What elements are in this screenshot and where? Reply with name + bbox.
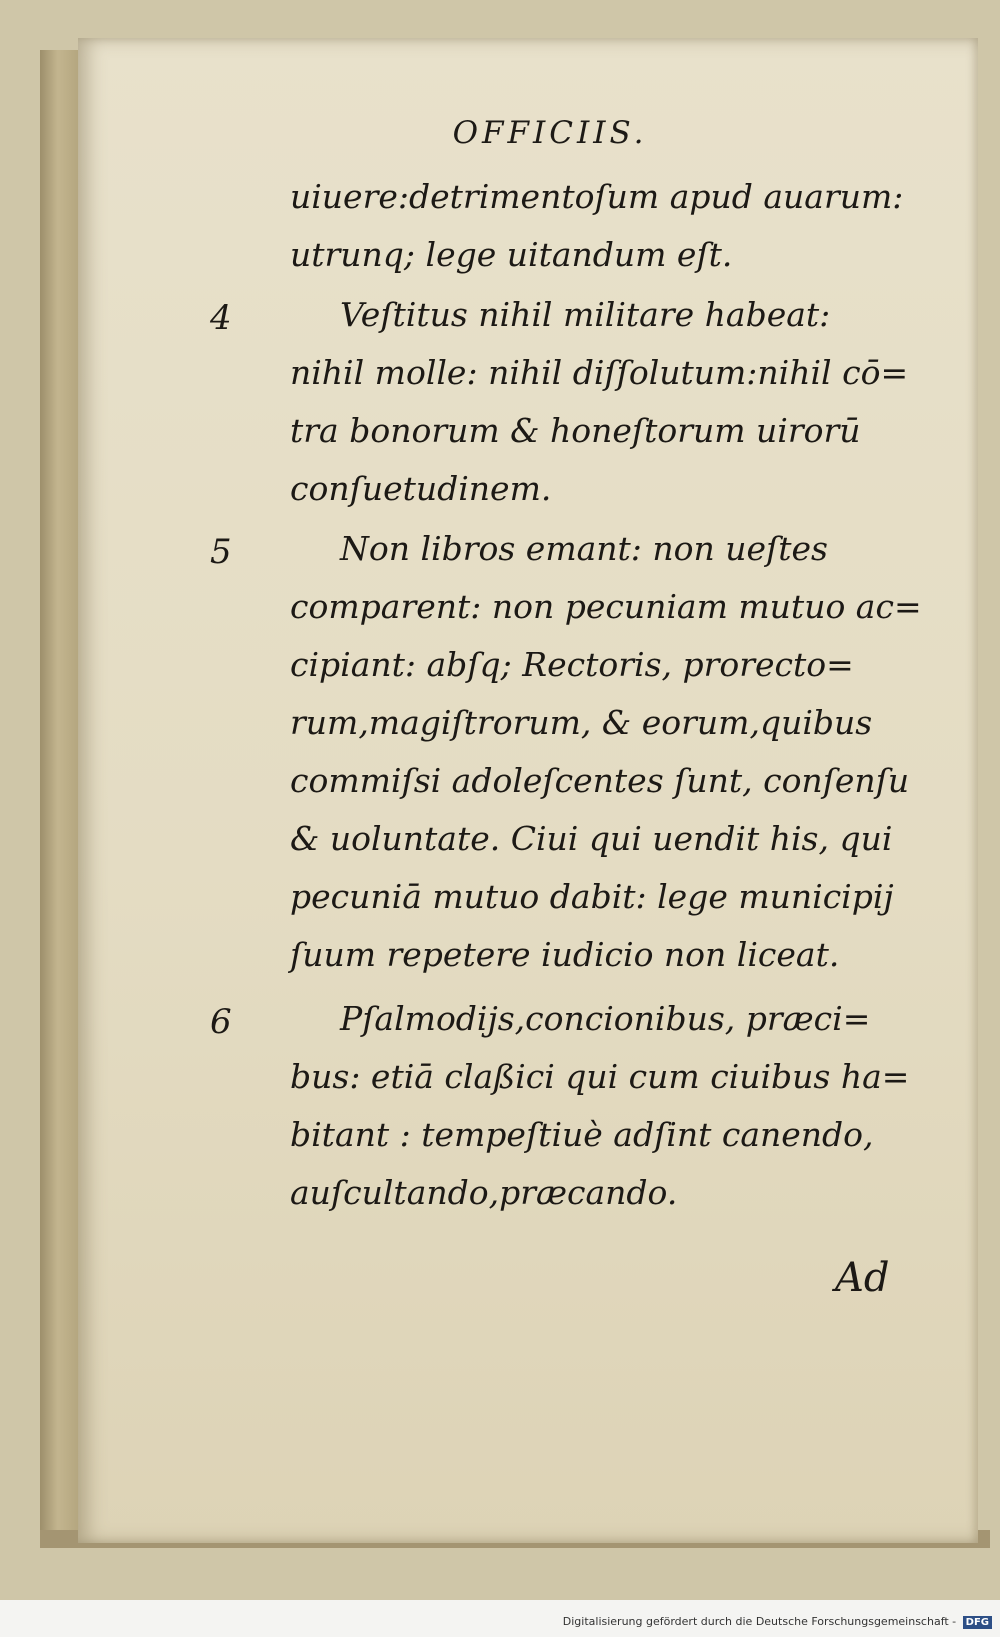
- text-line-4: nihil molle: nihil diſſolutum:nihil cō=: [290, 353, 909, 392]
- catchword: Ad: [835, 1255, 890, 1301]
- text-line-2: utrunq; lege uitandum eſt.: [290, 235, 733, 274]
- text-line-18: auſcultando,præcando.: [290, 1173, 678, 1212]
- footer-text: Digitalisierung gefördert durch die Deutsche Forschungsgemeinschaft -: [562, 1615, 957, 1628]
- text-line-7: Non libros emant: non ueſtes: [340, 529, 828, 568]
- text-line-1: uiuere:detrimentoſum apud auarum:: [290, 177, 904, 216]
- text-line-16: bus: etiā claßici qui cum ciuibus ha=: [290, 1057, 910, 1096]
- running-header: OFFICIIS.: [452, 115, 648, 151]
- text-line-8: comparent: non pecuniam mutuo ac=: [290, 587, 922, 626]
- text-line-12: & uoluntate. Ciui qui uendit his, qui: [290, 819, 893, 858]
- text-line-5: tra bonorum & honeſtorum uirorū: [290, 411, 861, 450]
- margin-number-6: 6: [210, 1002, 232, 1042]
- text-line-11: commiſsi adoleſcentes ſunt, conſenſu: [290, 761, 910, 800]
- text-line-6: conſuetudinem.: [290, 469, 552, 508]
- text-line-13: pecuniā mutuo dabit: lege municipij: [290, 877, 894, 916]
- margin-number-4: 4: [210, 298, 232, 338]
- digitization-footer: [0, 1615, 1000, 1637]
- text-line-14: ſuum repetere iudicio non liceat.: [290, 935, 840, 974]
- book-edge: [40, 50, 80, 1530]
- text-line-10: rum,magiſtrorum, & eorum,quibus: [290, 703, 873, 742]
- dfg-logo: DFG: [963, 1616, 992, 1629]
- margin-number-5: 5: [210, 532, 232, 572]
- text-line-17: bitant : tempeſtiuè adſint canendo,: [290, 1115, 874, 1154]
- text-line-15: Pſalmodijs,concionibus, præci=: [340, 999, 871, 1038]
- text-line-3: Veſtitus nihil militare habeat:: [340, 295, 831, 334]
- text-line-9: cipiant: abſq; Rectoris, prorecto=: [290, 645, 854, 684]
